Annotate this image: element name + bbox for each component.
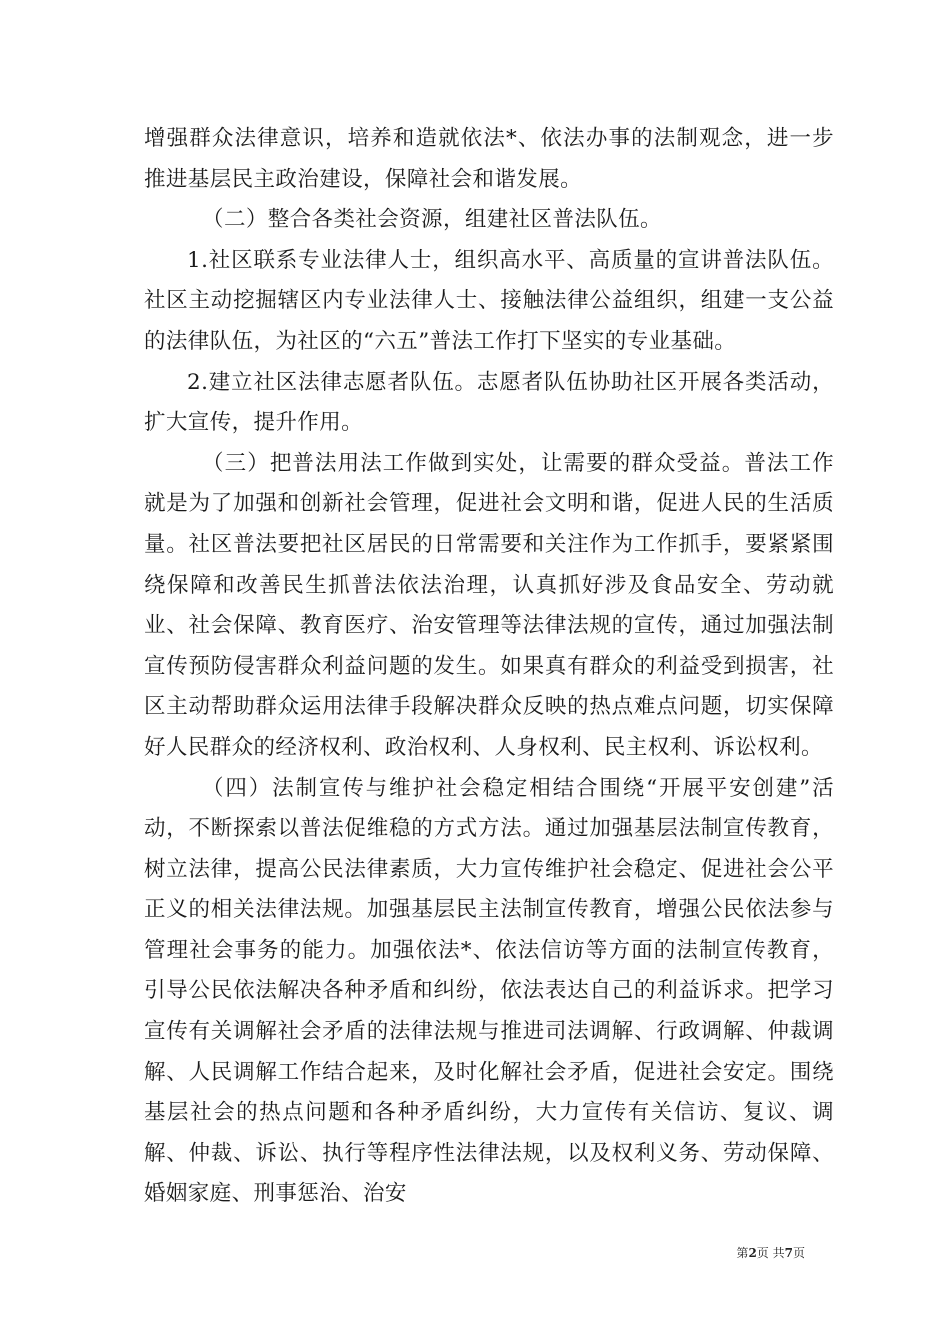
footer-prefix: 第 <box>736 1246 749 1260</box>
footer-current-page: 2 <box>748 1246 757 1260</box>
paragraph-6: （四）法制宣传与维护社会稳定相结合围绕“开展平安创建”活动，不断探索以普法促维稳的方式方法。通过加强基层法制宣传教育，树立法律，提高公民法律素质，大力宣传维护社会稳定、促进社会公平正义的相关法律法规。加强基层民主法制宣传教育，增强公民依法参与管理社会事务的能力。加强依法*、依法信访等方面的法制宣传教育，引导公民依法解决各种矛盾和纠纷，依法表达自己的利益诉求。把学习宣传有关调解社会矛盾的法律法规与推进司法调解、行政调解、仲裁调解、人民调解工作结合起来，及时化解社会矛盾，促进社会安定。围绕基层社会的热点问题和各种矛盾纠纷，大力宣传有关信访、复议、调解、仲裁、诉讼、执行等程序性法律法规，以及权利义务、劳动保障、婚姻家庭、刑事惩治、治安 <box>144 775 834 1207</box>
paragraph-3: 1.社区联系专业法律人士，组织高水平、高质量的宣讲普法队伍。社区主动挖掘辖区内专业法律人士、接触法律公益组织，组建一支公益的法律队伍，为社区的“六五”普法工作打下坚实的专业基础。 <box>144 247 834 354</box>
footer-total-pages: 7 <box>784 1246 793 1260</box>
document-body <box>144 119 834 1215</box>
paragraph-2-heading: （二）整合各类社会资源，组建社区普法队伍。 <box>202 207 662 233</box>
paragraph-1: 增强群众法律意识，培养和造就依法*、依法办事的法制观念，进一步推进基层民主政治建设，保障社会和谐发展。 <box>144 126 834 192</box>
page-footer <box>0 1245 950 1261</box>
footer-middle: 页 共 <box>756 1246 785 1260</box>
paragraph-5: （三）把普法用法工作做到实处，让需要的群众受益。普法工作就是为了加强和创新社会管理，促进社会文明和谐，促进人民的生活质量。社区普法要把社区居民的日常需要和关注作为工作抓手，要紧紧围绕保障和改善民生抓普法依法治理，认真抓好涉及食品安全、劳动就业、社会保障、教育医疗、治安管理等法律法规的宣传，通过加强法制宣传预防侵害群众利益问题的发生。如果真有群众的利益受到损害，社区主动帮助群众运用法律手段解决群众反映的热点难点问题，切实保障好人民群众的经济权利、政治权利、人身权利、民主权利、诉讼权利。 <box>144 450 834 760</box>
footer-suffix: 页 <box>792 1246 805 1260</box>
paragraph-4: 2.建立社区法律志愿者队伍。志愿者队伍协助社区开展各类活动，扩大宣传，提升作用。 <box>144 369 834 436</box>
